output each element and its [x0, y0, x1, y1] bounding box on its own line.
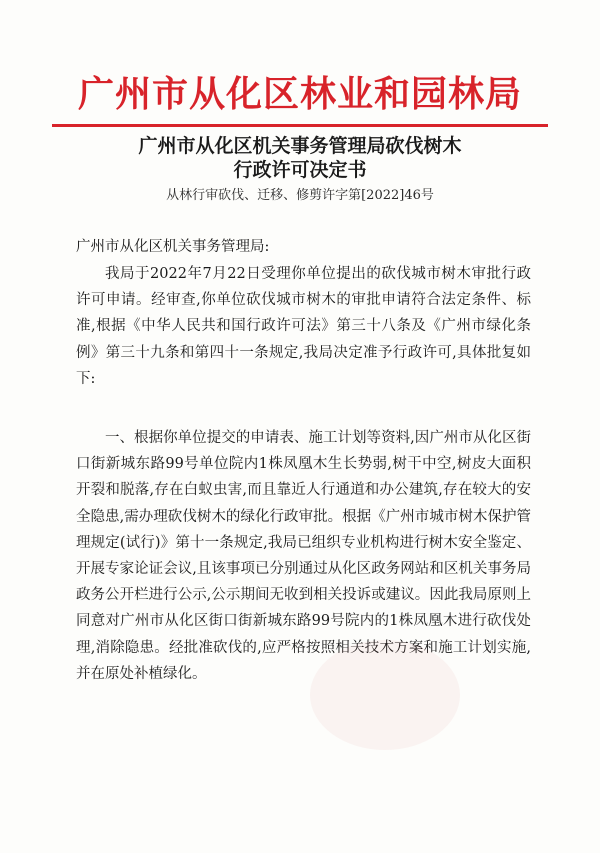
document-number: 从林行审砍伐、迁移、修剪许字第[2022]46号: [166, 188, 434, 203]
red-divider-line: [52, 124, 548, 127]
document-title-line-1: 广州市从化区机关事务管理局砍伐树木: [138, 135, 462, 157]
document-title-line-2: 行政许可决定书: [233, 159, 367, 181]
faded-seal-mark: [310, 640, 460, 750]
body-paragraph-2: 一、根据你单位提交的申请表、施工计划等资料,因广州市从化区街口街新城东路99号单位院内1株凤凰木生长势弱,树干中空,树皮大面积开裂和脱落,存在白蚁虫害,而且靠近人行通道和办公建筑,存在较大的安全隐患,需办理砍伐树木的绿化行政审批。根据《广州市城市树木保护管理规定(试行)》第十一条规定,我局已组织专业机构进行树木安全鉴定、开展专家论证会议,且该事项已分别通过从化区政务网站和区机关事务局政务公开栏进行公示,公示期间无收到相关投诉或建议。因此我局原则上同意对广州市从化区街口街新城东路99号院内的1株凤凰木进行砍伐处理,消除隐患。经批准砍伐的,应严格按照相关技术方案和施工计划实施,并在原处补植绿化。: [76, 430, 531, 682]
addressee: 广州市从化区机关事务管理局:: [76, 239, 270, 255]
body-paragraph-1: 我局于2022年7月22日受理你单位提出的砍伐城市树木审批行政许可申请。经审查,你单位砍伐城市树木的审批申请符合法定条件、标准,根据《中华人民共和国行政许可法》第三十八条及《广州市绿化条例》第三十九条和第四十一条规定,我局决定准予行政许可,具体批复如下:: [76, 266, 531, 387]
organization-header: 广州市从化区林业和园林局: [77, 73, 522, 115]
